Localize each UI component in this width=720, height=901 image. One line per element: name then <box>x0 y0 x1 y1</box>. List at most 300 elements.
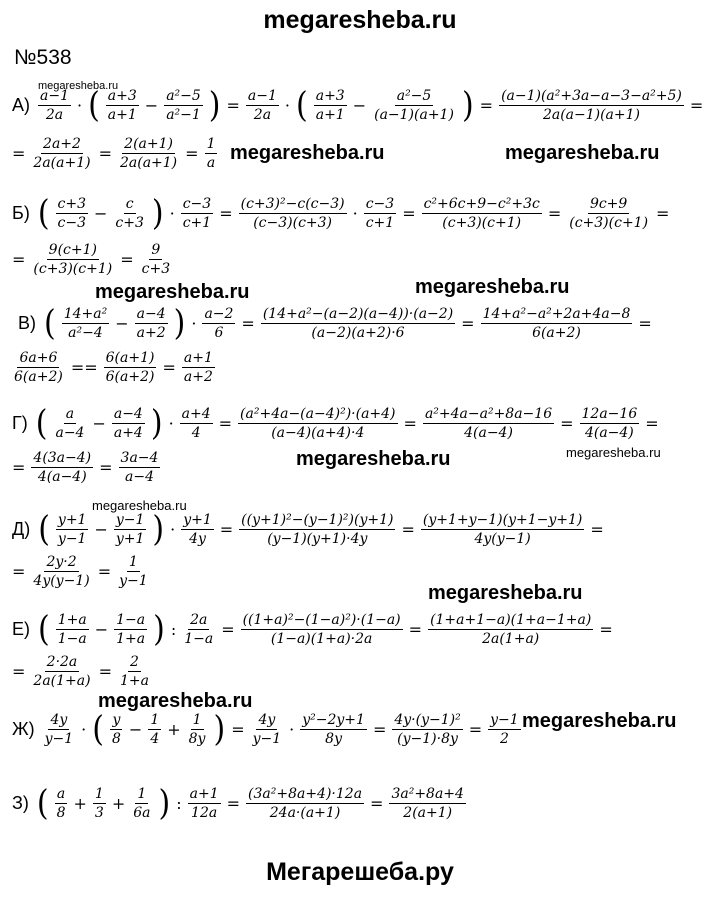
math-operator: = <box>12 144 26 164</box>
math-operator: = <box>468 720 483 740</box>
watermark: megaresheba.ru <box>296 448 451 470</box>
numerator: 3a−4 <box>119 450 161 468</box>
fraction <box>53 406 86 441</box>
fraction <box>31 554 91 589</box>
math-operator: − <box>92 414 106 434</box>
denominator: 4(a−4) <box>464 425 513 442</box>
denominator: 1+a <box>119 673 149 690</box>
numerator: a²−5 <box>395 88 434 106</box>
math-operator: = <box>185 144 199 164</box>
numerator: 2 <box>128 654 141 672</box>
fraction <box>182 350 215 385</box>
denominator: (1−a)(1+a)·2a <box>270 631 373 648</box>
math-operator: = <box>370 794 384 814</box>
fraction <box>239 196 347 231</box>
denominator: (a−4)(a+4)·4 <box>271 425 365 442</box>
fraction <box>246 786 364 821</box>
math-operator: = <box>12 562 26 582</box>
denominator: 2a(a−1)(a+1) <box>542 107 641 124</box>
numerator: 4(3a−4) <box>31 450 93 468</box>
fraction <box>164 88 203 123</box>
fraction <box>118 136 179 171</box>
math-operator: = <box>226 794 241 814</box>
numerator: a+1 <box>188 786 221 804</box>
math-operator: − <box>144 96 159 116</box>
numerator: c+3 <box>56 196 88 214</box>
part-label: З) <box>12 793 29 814</box>
numerator: 1−a <box>114 612 147 630</box>
math-operator: · <box>168 414 174 434</box>
numerator: 9(c+1) <box>47 242 99 260</box>
watermark: megaresheba.ru <box>505 142 660 164</box>
fraction <box>580 406 640 441</box>
math-operator: = <box>120 250 134 270</box>
denominator: a−4 <box>55 425 85 442</box>
denominator: 6a <box>133 805 151 822</box>
numerator: a+1 <box>182 350 215 368</box>
math-operator: = <box>231 720 245 740</box>
numerator: a²−5 <box>164 88 203 106</box>
math-operator: ( <box>38 608 50 650</box>
math-operator: + <box>73 794 87 814</box>
math-operator: ( <box>38 508 50 550</box>
fraction <box>364 196 396 231</box>
numerator: 2y·2 <box>44 554 78 572</box>
math-operator: ) <box>151 192 164 234</box>
fraction <box>314 88 347 123</box>
math-operator: = <box>689 96 704 116</box>
denominator: 1−a <box>184 631 214 648</box>
denominator: y−1 <box>44 731 74 748</box>
math-operator: = <box>98 144 112 164</box>
math-operator: = <box>402 204 416 224</box>
fraction <box>372 88 456 123</box>
fraction <box>55 786 68 821</box>
numerator: y−1 <box>488 712 521 730</box>
denominator: 2a(a+1) <box>33 155 91 172</box>
denominator: a+1 <box>107 107 137 124</box>
fraction <box>187 712 208 747</box>
math-operator: ( <box>35 402 48 444</box>
denominator: (c+3)(c+1) <box>569 215 649 232</box>
denominator: a+2 <box>183 369 213 386</box>
denominator: (a−1)(a+1) <box>374 107 454 124</box>
fraction <box>106 88 139 123</box>
math-operator: = <box>560 414 574 434</box>
denominator: c+1 <box>365 215 395 232</box>
numerator: (14+a²−(a−2)(a−4))·(a−2) <box>261 306 455 324</box>
numerator: c−3 <box>181 196 213 214</box>
numerator: y+1 <box>56 512 89 530</box>
math-operator: = <box>98 662 112 682</box>
math-operator: − <box>352 96 367 116</box>
denominator: c+1 <box>182 215 212 232</box>
math-operator: = <box>408 620 423 640</box>
fraction <box>43 712 76 747</box>
denominator: 6(a+2) <box>105 369 155 386</box>
numerator: 1 <box>135 786 148 804</box>
math-operator: ( <box>44 302 56 344</box>
denominator: 8 <box>56 805 66 822</box>
math-operator: = <box>547 204 562 224</box>
math-operator: ( <box>296 84 308 126</box>
denominator: 2a(1+a) <box>33 673 91 690</box>
fraction <box>246 88 279 123</box>
numerator: ((y+1)²−(y−1)²)(y+1) <box>239 512 395 530</box>
math-operator: − <box>128 720 143 740</box>
denominator: (c−3)(c+3) <box>253 215 333 232</box>
fraction <box>261 306 455 341</box>
denominator: y−1 <box>119 573 148 590</box>
fraction <box>241 612 403 647</box>
numerator: c−3 <box>364 196 396 214</box>
numerator: 14+a² <box>62 306 110 324</box>
fraction <box>422 196 542 231</box>
fraction <box>428 612 593 647</box>
numerator: a−4 <box>112 406 145 424</box>
part-label: Е) <box>12 619 30 640</box>
denominator: 2a <box>253 107 272 124</box>
fraction <box>567 196 650 231</box>
part-label: В) <box>18 313 36 334</box>
numerator: a <box>64 406 76 424</box>
solution-v-line-2 <box>12 350 712 385</box>
math-operator: ( <box>92 708 104 750</box>
fraction <box>181 512 214 547</box>
denominator: 1+a <box>116 631 146 648</box>
denominator: 24a·(a+1) <box>269 805 341 822</box>
numerator: 4y·(y−1)² <box>392 712 462 730</box>
denominator: (a−2)(a+2)·6 <box>311 325 405 342</box>
numerator: 12a−16 <box>580 406 640 424</box>
numerator: 3a²+8a+4 <box>389 786 466 804</box>
numerator: 6a+6 <box>17 350 59 368</box>
math-operator: = <box>590 520 604 540</box>
math-operator: = <box>656 204 670 224</box>
fraction <box>31 242 114 277</box>
math-operator: : <box>170 620 177 640</box>
fraction <box>239 512 395 547</box>
fraction <box>104 350 157 385</box>
denominator: (c+3)(c+1) <box>442 215 522 232</box>
numerator: a+3 <box>106 88 139 106</box>
math-operator: · <box>289 720 295 740</box>
denominator: 2a(1+a) <box>482 631 540 648</box>
fraction <box>131 786 152 821</box>
solution-v-line-1 <box>12 302 712 344</box>
watermark: megaresheba.ru <box>522 710 677 732</box>
math-operator: = <box>461 314 475 334</box>
fraction <box>62 306 110 341</box>
math-operator: = <box>218 414 233 434</box>
math-operator: · <box>81 720 87 740</box>
denominator: 6(a+2) <box>14 369 63 386</box>
math-operator: = <box>645 414 659 434</box>
numerator: c <box>124 196 136 214</box>
numerator: 1 <box>148 712 161 730</box>
math-operator: − <box>94 204 108 224</box>
numerator: (y+1+y−1)(y+1−y+1) <box>421 512 585 530</box>
math-operator: − <box>94 620 109 640</box>
math-operator: ) <box>208 84 221 126</box>
fraction <box>114 612 147 647</box>
watermark: megaresheba.ru <box>566 445 661 460</box>
math-operator: · <box>191 314 197 334</box>
math-operator: = <box>599 620 613 640</box>
fraction <box>117 554 150 589</box>
fraction <box>113 196 145 231</box>
footer-title: Мегарешеба.ру <box>266 858 454 886</box>
fraction <box>31 136 92 171</box>
math-operator: = <box>219 204 233 224</box>
numerator: 9 <box>149 242 162 260</box>
watermark: megaresheba.ru <box>95 281 250 303</box>
part-label: Г) <box>12 413 28 434</box>
math-operator: = <box>221 620 235 640</box>
math-operator: · <box>170 520 176 540</box>
math-operator: = <box>638 314 652 334</box>
numerator: c²+6c+9−c²+3c <box>422 196 542 214</box>
math-operator: = <box>403 414 417 434</box>
numerator: 1 <box>127 554 140 572</box>
math-operator: = <box>12 662 26 682</box>
math-operator: = <box>12 458 26 478</box>
solution-zh-line-1 <box>12 708 712 750</box>
numerator: y²−2y+1 <box>300 712 367 730</box>
denominator: y−1 <box>252 731 282 748</box>
math-operator: = <box>479 96 494 116</box>
math-operator: − <box>115 314 129 334</box>
solution-b-line-1 <box>12 192 712 234</box>
solution-e-line-1 <box>12 608 712 650</box>
numerator: 1 <box>191 712 204 730</box>
numerator: a²+4a−a²+8a−16 <box>423 406 554 424</box>
math-operator: · <box>169 204 175 224</box>
numerator: a−1 <box>38 88 71 106</box>
fraction <box>481 306 633 341</box>
solution-a-line-2 <box>12 136 712 171</box>
denominator: a+2 <box>136 325 166 342</box>
fraction <box>202 306 235 341</box>
denominator: c−3 <box>57 215 87 232</box>
fraction <box>392 712 462 747</box>
watermark: megaresheba.ru <box>98 690 253 712</box>
math-operator: = <box>401 520 415 540</box>
denominator: 4y(y−1) <box>474 531 531 548</box>
math-operator: ) <box>150 402 163 444</box>
part-label: Д) <box>12 519 31 540</box>
denominator: 2(a+1) <box>403 805 453 822</box>
denominator: 4 <box>191 425 201 442</box>
problem-number: №538 <box>14 46 72 69</box>
fraction <box>135 306 168 341</box>
math-operator: ) <box>213 708 226 750</box>
math-operator: ) <box>158 782 171 824</box>
solution-g-line-1 <box>12 402 712 444</box>
watermark: megaresheba.ru <box>92 498 187 513</box>
fraction <box>118 654 151 689</box>
numerator: y+1 <box>181 512 214 530</box>
fraction <box>423 406 554 441</box>
math-operator: = <box>226 96 240 116</box>
fraction <box>180 406 213 441</box>
math-operator: · <box>76 96 83 116</box>
math-operator: − <box>94 520 108 540</box>
part-label: А) <box>12 95 30 116</box>
denominator: c+3 <box>115 215 144 232</box>
denominator: 4(a−4) <box>584 425 634 442</box>
fraction <box>499 88 684 123</box>
math-operator: ) <box>461 84 474 126</box>
numerator: a−1 <box>246 88 279 106</box>
math-operator: = <box>97 562 112 582</box>
part-label: Ж) <box>12 719 35 740</box>
math-operator: = <box>12 250 26 270</box>
numerator: (a²+4a−(a−4)²)·(a+4) <box>238 406 397 424</box>
numerator: 6(a+1) <box>104 350 157 368</box>
denominator: a <box>206 155 216 172</box>
math-operator: ( <box>36 782 49 824</box>
denominator: 2a <box>45 107 64 124</box>
math-operator: = <box>372 720 387 740</box>
numerator: a−4 <box>135 306 168 324</box>
watermark: megaresheba.ru <box>38 80 119 92</box>
fraction <box>56 512 89 547</box>
fraction <box>31 450 93 485</box>
math-operator: + <box>111 794 126 814</box>
math-operator: = <box>99 458 113 478</box>
denominator: 3 <box>94 805 104 822</box>
solution-d-line-1 <box>12 508 712 550</box>
numerator: 2·2a <box>45 654 80 672</box>
fraction <box>188 786 221 821</box>
denominator: a−4 <box>125 469 154 486</box>
denominator: 6 <box>214 325 224 342</box>
denominator: a+1 <box>315 107 345 124</box>
math-operator: = <box>162 358 176 378</box>
fraction <box>488 712 521 747</box>
math-operator: ( <box>88 84 100 126</box>
fraction <box>38 88 71 123</box>
denominator: a²−4 <box>68 325 103 342</box>
denominator: 2 <box>499 731 509 748</box>
math-operator: : <box>176 794 182 814</box>
math-operator: ) <box>153 608 165 650</box>
part-label: Б) <box>12 203 30 224</box>
numerator: 2a <box>188 612 209 630</box>
denominator: 4(a−4) <box>37 469 87 486</box>
numerator: 2(a+1) <box>122 136 175 154</box>
denominator: 2a(a+1) <box>119 155 178 172</box>
math-operator: + <box>167 720 181 740</box>
denominator: 8 <box>111 731 121 748</box>
numerator: (3a²+8a+4)·12a <box>246 786 364 804</box>
fraction <box>238 406 397 441</box>
numerator: (1+a+1−a)(1+a−1+a) <box>428 612 593 630</box>
solution-e-line-2 <box>12 654 712 689</box>
numerator: y <box>110 712 122 730</box>
fraction <box>93 786 106 821</box>
denominator: 1−a <box>57 631 87 648</box>
fraction <box>112 406 145 441</box>
denominator: a+4 <box>113 425 143 442</box>
denominator: c+3 <box>141 261 171 278</box>
fraction <box>148 712 161 747</box>
math-operator: == <box>70 358 98 378</box>
numerator: 2a+2 <box>41 136 83 154</box>
numerator: 1 <box>205 136 218 154</box>
denominator: (c+3)(c+1) <box>33 261 113 278</box>
fraction <box>181 196 213 231</box>
watermark: megaresheba.ru <box>415 276 570 298</box>
denominator: y−1 <box>57 531 87 548</box>
fraction <box>300 712 367 747</box>
fraction <box>31 654 92 689</box>
numerator: y−1 <box>114 512 147 530</box>
fraction <box>389 786 466 821</box>
math-operator: ( <box>37 192 50 234</box>
fraction <box>421 512 585 547</box>
solution-d-line-2 <box>12 554 712 589</box>
math-operator: · <box>284 96 290 116</box>
math-operator: ) <box>152 508 165 550</box>
denominator: 8y <box>188 731 206 748</box>
solution-b-line-2 <box>12 242 712 277</box>
solution-z-line-1 <box>12 782 712 824</box>
numerator: (c+3)²−c(c−3) <box>239 196 347 214</box>
math-operator: ) <box>173 302 186 344</box>
numerator: a−2 <box>202 306 235 324</box>
numerator: 4y <box>48 712 69 730</box>
solution-g-line-2 <box>12 450 712 485</box>
watermark: megaresheba.ru <box>428 582 583 604</box>
math-operator: = <box>241 314 255 334</box>
numerator: (a−1)(a²+3a−a−3−a²+5) <box>499 88 684 106</box>
fraction <box>110 712 123 747</box>
numerator: 14+a²−a²+2a+4a−8 <box>481 306 633 324</box>
numerator: 9c+9 <box>588 196 629 214</box>
math-operator: = <box>219 520 234 540</box>
denominator: (y−1)(y+1)·4y <box>267 531 368 548</box>
fraction <box>182 612 215 647</box>
site-title: megaresheba.ru <box>263 6 457 34</box>
fraction <box>205 136 218 171</box>
denominator: (y−1)·8y <box>397 731 458 748</box>
fraction <box>119 450 161 485</box>
denominator: y+1 <box>115 531 145 548</box>
numerator: a+3 <box>314 88 347 106</box>
denominator: 4y(y−1) <box>33 573 90 590</box>
denominator: 8y <box>325 731 342 748</box>
watermark: megaresheba.ru <box>230 142 385 164</box>
denominator: 4 <box>150 731 160 748</box>
numerator: a+4 <box>180 406 213 424</box>
numerator: 4y <box>256 712 277 730</box>
math-operator: · <box>352 204 358 224</box>
denominator: 6(a+2) <box>532 325 581 342</box>
fraction <box>56 196 88 231</box>
numerator: ((1+a)²−(1−a)²)·(1−a) <box>241 612 403 630</box>
denominator: 4y <box>189 531 206 548</box>
denominator: 12a <box>191 805 218 822</box>
numerator: 1+a <box>56 612 89 630</box>
fraction <box>140 242 172 277</box>
denominator: a²−1 <box>166 107 201 124</box>
numerator: a <box>55 786 67 804</box>
numerator: 1 <box>93 786 106 804</box>
fraction <box>114 512 147 547</box>
fraction <box>12 350 65 385</box>
